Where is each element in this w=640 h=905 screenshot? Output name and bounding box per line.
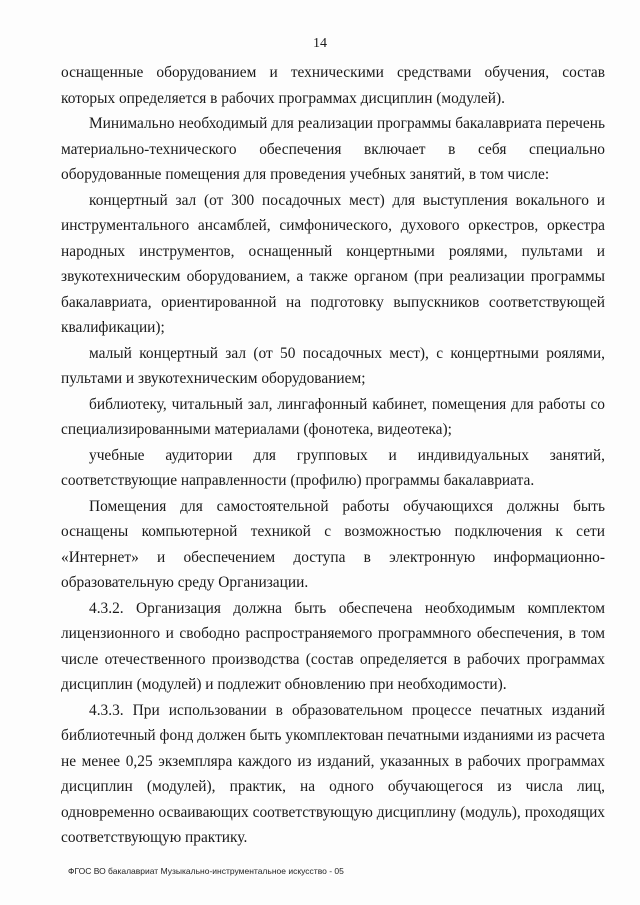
paragraph-equipment-intro: Минимально необходимый для реализации программы бакалавриата перечень материально-технического обеспечения включает в себя специально оборудованные помещения для проведения учебных занятий, в том числе: [61, 115, 605, 183]
paragraph-library: библиотеку, читальный зал, лингафонный кабинет, помещения для работы со специализированными материалами (фонотека, видеотека); [61, 395, 605, 438]
paragraph-small-concert-hall: малый концертный зал (от 50 посадочных мест), с концертными роялями, пультами и звукотехническим оборудованием; [61, 344, 605, 387]
page-footer: ФГОС ВО бакалавриат Музыкально-инструментальное искусство - 05 [68, 866, 344, 876]
paragraph-classrooms: учебные аудитории для групповых и индивидуальных занятий, соответствующие направленности (профилю) программы бакалавриата. [61, 446, 605, 489]
paragraph-continuation: оснащенные оборудованием и техническими средствами обучения, состав которых определяется в рабочих программах дисциплин (модулей). [61, 64, 605, 107]
page-number: 14 [313, 36, 327, 51]
document-body [61, 60, 605, 851]
paragraph-4-3-3: 4.3.3. При использовании в образовательном процессе печатных изданий библиотечный фонд должен быть укомплектован печатными изданиями из расчета не менее 0,25 экземпляра каждого из изданий, указанных в рабочих программах дисциплин (модулей), практик, на одного обучающегося из числа лиц, одновременно осваивающих соответствующую дисциплину (модуль), проходящих соответствующую практику. [61, 701, 605, 846]
paragraph-concert-hall: концертный зал (от 300 посадочных мест) для выступления вокального и инструментального ансамблей, симфонического, духового оркестров, оркестра народных инструментов, оснащенный концертными роялями, пультами и звукотехническим оборудованием, а также органом (при реализации программы бакалавриата, ориентированной на подготовку выпускников соответствующей квалификации); [61, 191, 605, 336]
paragraph-self-study-rooms: Помещения для самостоятельной работы обучающихся должны быть оснащены компьютерной техникой с возможностью подключения к сети «Интернет» и обеспечением доступа в электронную информационно-образовательную среду Организации. [61, 497, 605, 591]
paragraph-4-3-2: 4.3.2. Организация должна быть обеспечена необходимым комплектом лицензионного и свободно распространяемого программного обеспечения, в том числе отечественного производства (состав определяется в рабочих программах дисциплин (модулей) и подлежит обновлению при необходимости). [61, 599, 605, 693]
